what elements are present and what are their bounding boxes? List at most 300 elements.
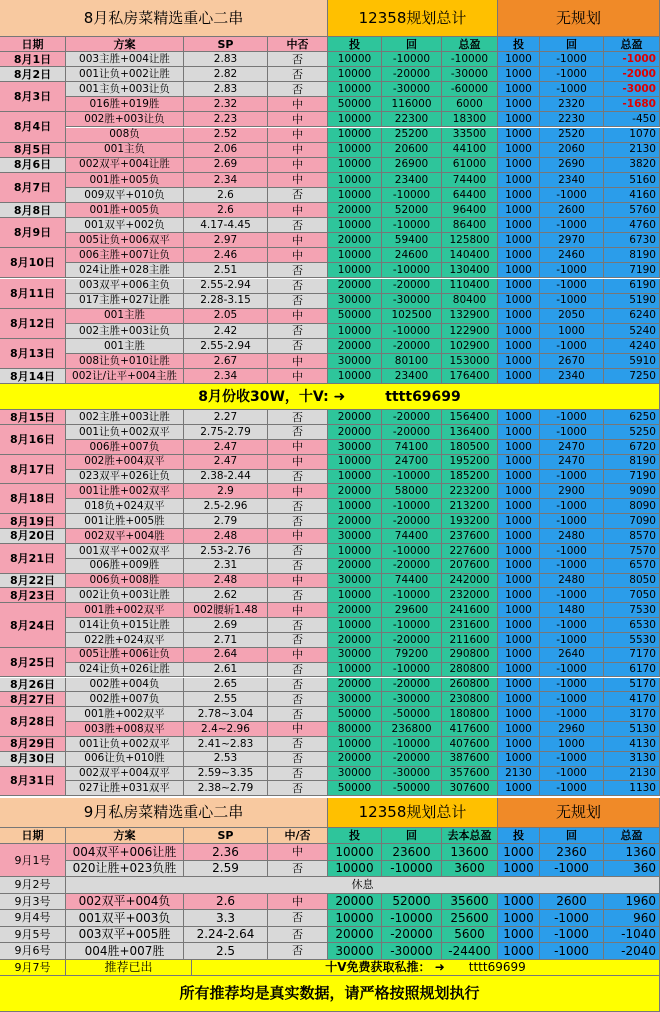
plan-cell: 001双平+002负 [66, 218, 184, 233]
return2-cell: 2460 [540, 248, 604, 263]
plan-cell: 001让负+002让胜 [66, 67, 184, 82]
stake-cell: 30000 [328, 294, 382, 309]
return-cell: -10000 [382, 544, 442, 559]
stake-cell: 10000 [328, 618, 382, 633]
total2-cell: 4160 [604, 188, 660, 203]
total-cell: 407600 [442, 737, 498, 752]
stake-cell: 30000 [328, 767, 382, 782]
return2-cell: 2470 [540, 440, 604, 455]
date-cell: 8月6日 [0, 158, 66, 173]
stake2-cell: 1000 [498, 410, 540, 425]
plan-cell: 003胜+008双平 [66, 722, 184, 737]
date-cell: 8月19日 [0, 514, 66, 529]
result-cell: 中 [268, 648, 328, 663]
result-cell: 中 [268, 112, 328, 127]
sp-cell: 2.62 [184, 588, 268, 603]
return2-cell: -1000 [540, 559, 604, 574]
column-header: 投 [498, 37, 540, 52]
stake-cell: 10000 [328, 67, 382, 82]
total2-cell: 7250 [604, 369, 660, 384]
stake2-cell: 1000 [498, 233, 540, 248]
date-cell: 8月30日 [0, 752, 66, 767]
sp-cell: 2.27 [184, 410, 268, 425]
sp-cell: 2.71 [184, 633, 268, 648]
result-cell: 否 [268, 324, 328, 339]
date-cell: 8月29日 [0, 737, 66, 752]
stake-cell: 20000 [328, 425, 382, 440]
return2-cell: -1000 [540, 781, 604, 796]
return-cell: -20000 [382, 678, 442, 693]
sp-cell: 2.59 [184, 861, 268, 878]
stake2-cell: 1000 [498, 279, 540, 294]
stake-cell: 10000 [328, 248, 382, 263]
sp-cell: 2.28-3.15 [184, 294, 268, 309]
total2-cell: -2000 [604, 67, 660, 82]
sp-cell: 2.38-2.44 [184, 470, 268, 485]
total2-cell: 7190 [604, 470, 660, 485]
return2-cell: -1000 [540, 294, 604, 309]
return-cell: 52000 [382, 203, 442, 218]
total-cell: 241600 [442, 603, 498, 618]
result-cell: 否 [268, 67, 328, 82]
total2-cell: 960 [604, 910, 660, 927]
stake-cell: 20000 [328, 514, 382, 529]
result-cell: 中 [268, 158, 328, 173]
date-cell: 8月2日 [0, 67, 66, 82]
plan-cell: 002让/让平+004主胜 [66, 369, 184, 384]
total2-cell: 6730 [604, 233, 660, 248]
date-cell: 8月25日 [0, 648, 66, 678]
total2-cell: 5530 [604, 633, 660, 648]
stake-cell: 10000 [328, 188, 382, 203]
total-cell: 74400 [442, 173, 498, 188]
sp-cell: 2.31 [184, 559, 268, 574]
total2-cell: 1960 [604, 894, 660, 911]
section-title: 9月私房菜精选重心二串 [0, 798, 328, 828]
plan-cell: 001主胜 [66, 339, 184, 354]
sp-cell: 2.5-2.96 [184, 499, 268, 514]
total-cell: 242000 [442, 574, 498, 589]
stake2-cell: 1000 [498, 112, 540, 127]
return-cell: -20000 [382, 752, 442, 767]
plan-cell: 002让负+003让胜 [66, 588, 184, 603]
return-cell: -10000 [382, 861, 442, 878]
result-cell: 否 [268, 663, 328, 678]
total-cell: -10000 [442, 52, 498, 67]
result-cell: 否 [268, 559, 328, 574]
stake2-cell: 1000 [498, 910, 540, 927]
stake2-cell: 1000 [498, 203, 540, 218]
total2-cell: 5170 [604, 678, 660, 693]
date-cell: 8月12日 [0, 309, 66, 339]
plan-cell: 001胜+002双平 [66, 603, 184, 618]
total2-cell: 7170 [604, 648, 660, 663]
stake-cell: 10000 [328, 173, 382, 188]
return2-cell: -1000 [540, 707, 604, 722]
return2-cell: -1000 [540, 544, 604, 559]
stake2-cell: 1000 [498, 484, 540, 499]
total2-cell: -450 [604, 112, 660, 127]
rest-cell: 休息 [66, 877, 660, 894]
stake-cell: 20000 [328, 633, 382, 648]
return-cell: -20000 [382, 425, 442, 440]
result-cell: 否 [268, 294, 328, 309]
total2-cell: 5130 [604, 722, 660, 737]
sp-cell: 2.78~3.04 [184, 707, 268, 722]
date-cell: 8月16日 [0, 425, 66, 455]
plan-cell: 002胜+004双平 [66, 455, 184, 470]
column-header: 投 [328, 37, 382, 52]
section-title: 8月私房菜精选重心二串 [0, 0, 328, 37]
stake-cell: 10000 [328, 455, 382, 470]
stake-cell: 50000 [328, 707, 382, 722]
total-cell: 211600 [442, 633, 498, 648]
column-header: SP [184, 37, 268, 52]
total2-cell: 5190 [604, 294, 660, 309]
result-cell: 中 [268, 529, 328, 544]
column-header: 方案 [66, 828, 184, 844]
result-cell: 中 [268, 203, 328, 218]
total-cell: 307600 [442, 781, 498, 796]
result-cell: 否 [268, 927, 328, 944]
sp-cell: 2.34 [184, 369, 268, 384]
return-cell: 74100 [382, 440, 442, 455]
return-cell: -10000 [382, 218, 442, 233]
stake-cell: 20000 [328, 410, 382, 425]
sp-cell: 2.65 [184, 678, 268, 693]
return2-cell: -1000 [540, 943, 604, 960]
return2-cell: 2670 [540, 354, 604, 369]
plan-cell: 017主胜+027让胜 [66, 294, 184, 309]
return2-cell: -1000 [540, 910, 604, 927]
sp-cell: 2.61 [184, 663, 268, 678]
stake2-cell: 1000 [498, 943, 540, 960]
return-cell: -20000 [382, 514, 442, 529]
stake-cell: 10000 [328, 470, 382, 485]
plan-cell: 002主胜+003让负 [66, 324, 184, 339]
return-cell: 79200 [382, 648, 442, 663]
total-cell: 86400 [442, 218, 498, 233]
plan-cell: 024让胜+028主胜 [66, 263, 184, 278]
return2-cell: -1000 [540, 633, 604, 648]
total-cell: 195200 [442, 455, 498, 470]
return-cell: 74400 [382, 574, 442, 589]
return-cell: -10000 [382, 188, 442, 203]
sp-cell: 3.3 [184, 910, 268, 927]
stake-cell: 30000 [328, 692, 382, 707]
plan-cell: 005让负+006双平 [66, 233, 184, 248]
total-cell: 207600 [442, 559, 498, 574]
total-cell: 6000 [442, 97, 498, 112]
return-cell: -20000 [382, 559, 442, 574]
return2-cell: -1000 [540, 588, 604, 603]
total-cell: 125800 [442, 233, 498, 248]
return-cell: -10000 [382, 663, 442, 678]
plan-cell: 027让胜+031双平 [66, 781, 184, 796]
sp-cell: 2.59~3.35 [184, 767, 268, 782]
sp-cell: 2.47 [184, 440, 268, 455]
total2-cell: -1040 [604, 927, 660, 944]
stake2-cell: 1000 [498, 440, 540, 455]
plan-cell: 001主胜 [66, 309, 184, 324]
result-cell: 中 [268, 354, 328, 369]
return-cell: -20000 [382, 67, 442, 82]
result-cell: 否 [268, 943, 328, 960]
total2-cell: 6570 [604, 559, 660, 574]
return2-cell: 1000 [540, 324, 604, 339]
result-cell: 否 [268, 425, 328, 440]
total2-cell: 6170 [604, 663, 660, 678]
sp-cell: 2.51 [184, 263, 268, 278]
stake2-cell: 1000 [498, 309, 540, 324]
date-cell: 8月3日 [0, 82, 66, 112]
sp-cell: 2.5 [184, 943, 268, 960]
total-cell: 122900 [442, 324, 498, 339]
stake-cell: 20000 [328, 484, 382, 499]
return-cell: -10000 [382, 324, 442, 339]
result-cell: 否 [268, 618, 328, 633]
stake2-cell: 1000 [498, 544, 540, 559]
plan-cell: 008让负+010让胜 [66, 354, 184, 369]
stake2-cell: 1000 [498, 369, 540, 384]
date-cell: 8月18日 [0, 484, 66, 514]
date-cell: 9月4号 [0, 910, 66, 927]
sp-cell: 2.46 [184, 248, 268, 263]
plan-cell: 002双平+004负 [66, 894, 184, 911]
return-cell: 116000 [382, 97, 442, 112]
sp-cell: 2.6 [184, 894, 268, 911]
promo-bar-sep [192, 960, 660, 977]
stake2-cell: 2130 [498, 767, 540, 782]
column-header: 总盈 [604, 37, 660, 52]
return-cell: 59400 [382, 233, 442, 248]
return2-cell: -1000 [540, 52, 604, 67]
column-header: 去本总盈 [442, 828, 498, 844]
return-cell: 80100 [382, 354, 442, 369]
plan-cell: 004胜+007胜 [66, 943, 184, 960]
return2-cell: 2960 [540, 722, 604, 737]
result-cell: 否 [268, 752, 328, 767]
result-cell: 中 [268, 233, 328, 248]
stake2-cell: 1000 [498, 559, 540, 574]
return-cell: -20000 [382, 279, 442, 294]
stake2-cell: 1000 [498, 633, 540, 648]
stake-cell: 50000 [328, 97, 382, 112]
return-cell: 52000 [382, 894, 442, 911]
sp-cell: 2.9 [184, 484, 268, 499]
stake2-cell: 1000 [498, 588, 540, 603]
column-header: 日期 [0, 37, 66, 52]
sp-cell: 2.55-2.94 [184, 279, 268, 294]
stake-cell: 30000 [328, 440, 382, 455]
stake-cell: 20000 [328, 203, 382, 218]
return-cell: -30000 [382, 692, 442, 707]
plan-cell: 006胜+009胜 [66, 559, 184, 574]
column-header: 总盈 [442, 37, 498, 52]
total2-cell: 6720 [604, 440, 660, 455]
plan-cell: 003双平+005胜 [66, 927, 184, 944]
total2-cell: 360 [604, 861, 660, 878]
date-cell: 8月22日 [0, 574, 66, 589]
total-cell: 176400 [442, 369, 498, 384]
date-cell: 8月31日 [0, 767, 66, 797]
total-cell: 156400 [442, 410, 498, 425]
plan-cell: 002胜+003让负 [66, 112, 184, 127]
stake-cell: 20000 [328, 279, 382, 294]
return-cell: -10000 [382, 618, 442, 633]
return-cell: -10000 [382, 499, 442, 514]
return-cell: -10000 [382, 470, 442, 485]
result-cell: 中 [268, 369, 328, 384]
stake2-cell: 1000 [498, 128, 540, 143]
sp-cell: 4.17-4.45 [184, 218, 268, 233]
result-cell: 中 [268, 484, 328, 499]
plan-cell: 005让胜+006让负 [66, 648, 184, 663]
total2-cell: -1000 [604, 52, 660, 67]
return-cell: -20000 [382, 633, 442, 648]
stake-cell: 10000 [328, 52, 382, 67]
return-cell: 20600 [382, 143, 442, 158]
stake-cell: 10000 [328, 263, 382, 278]
return-cell: -10000 [382, 737, 442, 752]
stake-cell: 10000 [328, 158, 382, 173]
column-header: 日期 [0, 828, 66, 844]
stake2-cell: 1000 [498, 752, 540, 767]
promo-code: tttt69699 [385, 388, 461, 405]
result-cell: 否 [268, 52, 328, 67]
result-cell: 中 [268, 894, 328, 911]
return2-cell: -1000 [540, 67, 604, 82]
total2-cell: 8050 [604, 574, 660, 589]
stake2-cell: 1000 [498, 894, 540, 911]
sp-cell: 2.41~2.83 [184, 737, 268, 752]
return-cell: -10000 [382, 52, 442, 67]
stake2-cell: 1000 [498, 737, 540, 752]
plan-cell: 004双平+006让胜 [66, 844, 184, 861]
result-cell: 中 [268, 603, 328, 618]
stake-cell: 80000 [328, 722, 382, 737]
plan-cell: 002双平+004胜 [66, 529, 184, 544]
plan-header: 12358规划总计 [328, 0, 498, 37]
return-cell: -10000 [382, 588, 442, 603]
return-cell: -20000 [382, 339, 442, 354]
result-cell: 否 [268, 861, 328, 878]
stake2-cell: 1000 [498, 425, 540, 440]
stake2-cell: 1000 [498, 143, 540, 158]
return2-cell: -1000 [540, 499, 604, 514]
return2-cell: -1000 [540, 279, 604, 294]
stake-cell: 20000 [328, 603, 382, 618]
plan-cell: 024让负+026让胜 [66, 663, 184, 678]
total2-cell: 7570 [604, 544, 660, 559]
return-cell: 25200 [382, 128, 442, 143]
stake-cell: 10000 [328, 844, 382, 861]
plan-cell: 002双平+004双平 [66, 767, 184, 782]
stake2-cell: 1000 [498, 324, 540, 339]
result-cell: 否 [268, 218, 328, 233]
result-cell: 中 [268, 248, 328, 263]
return2-cell: 2600 [540, 894, 604, 911]
return2-cell: -1000 [540, 663, 604, 678]
return2-cell: 2480 [540, 529, 604, 544]
return2-cell: -1000 [540, 514, 604, 529]
plan-cell: 008负 [66, 128, 184, 143]
return2-cell: 2480 [540, 574, 604, 589]
total2-cell: -2040 [604, 943, 660, 960]
sp-cell: 2.69 [184, 618, 268, 633]
stake-cell: 20000 [328, 678, 382, 693]
total2-cell: 4760 [604, 218, 660, 233]
sp-cell: 2.47 [184, 455, 268, 470]
return2-cell: 2970 [540, 233, 604, 248]
date-cell: 9月1号 [0, 844, 66, 877]
sp-cell: 2.53 [184, 752, 268, 767]
return2-cell: -1000 [540, 263, 604, 278]
plan-cell: 009双平+010负 [66, 188, 184, 203]
date-cell: 9月2号 [0, 877, 66, 894]
result-cell: 否 [268, 767, 328, 782]
plan-cell: 001胜+002双平 [66, 707, 184, 722]
result-cell: 否 [268, 692, 328, 707]
sp-cell: 2.83 [184, 52, 268, 67]
stake-cell: 50000 [328, 309, 382, 324]
stake-cell: 10000 [328, 82, 382, 97]
stake-cell: 50000 [328, 781, 382, 796]
stake2-cell: 1000 [498, 263, 540, 278]
total2-cell: 3170 [604, 707, 660, 722]
date-cell: 9月5号 [0, 927, 66, 944]
plan-cell: 002主胜+003让胜 [66, 410, 184, 425]
stake-cell: 10000 [328, 218, 382, 233]
result-cell: 中 [268, 722, 328, 737]
stake2-cell: 1000 [498, 844, 540, 861]
stake-cell: 30000 [328, 529, 382, 544]
total-cell: 185200 [442, 470, 498, 485]
date-cell: 8月5日 [0, 143, 66, 158]
total-cell: 193200 [442, 514, 498, 529]
stake2-cell: 1000 [498, 927, 540, 944]
sp-cell: 2.05 [184, 309, 268, 324]
return2-cell: 2600 [540, 203, 604, 218]
return2-cell: -1000 [540, 678, 604, 693]
stake-cell: 30000 [328, 648, 382, 663]
date-cell: 8月26日 [0, 678, 66, 693]
return2-cell: 2340 [540, 369, 604, 384]
sp-cell: 002腰斩1.48 [184, 603, 268, 618]
total-cell: 140400 [442, 248, 498, 263]
total-cell: 260800 [442, 678, 498, 693]
sp-cell: 2.36 [184, 844, 268, 861]
sp-cell: 2.23 [184, 112, 268, 127]
return2-cell: -1000 [540, 82, 604, 97]
result-cell: 否 [268, 279, 328, 294]
total-cell: 280800 [442, 663, 498, 678]
result-cell: 中 [268, 309, 328, 324]
total2-cell: 6530 [604, 618, 660, 633]
total-cell: 61000 [442, 158, 498, 173]
total2-cell: 1070 [604, 128, 660, 143]
total-cell: 35600 [442, 894, 498, 911]
result-cell: 否 [268, 339, 328, 354]
plan-cell: 018负+024双平 [66, 499, 184, 514]
return2-cell: -1000 [540, 767, 604, 782]
stake-cell: 20000 [328, 894, 382, 911]
plan-cell: 006让负+010胜 [66, 752, 184, 767]
return-cell: 24700 [382, 455, 442, 470]
return-cell: 23600 [382, 844, 442, 861]
return-cell: 29600 [382, 603, 442, 618]
plan-cell: 001让负+002双平 [66, 425, 184, 440]
